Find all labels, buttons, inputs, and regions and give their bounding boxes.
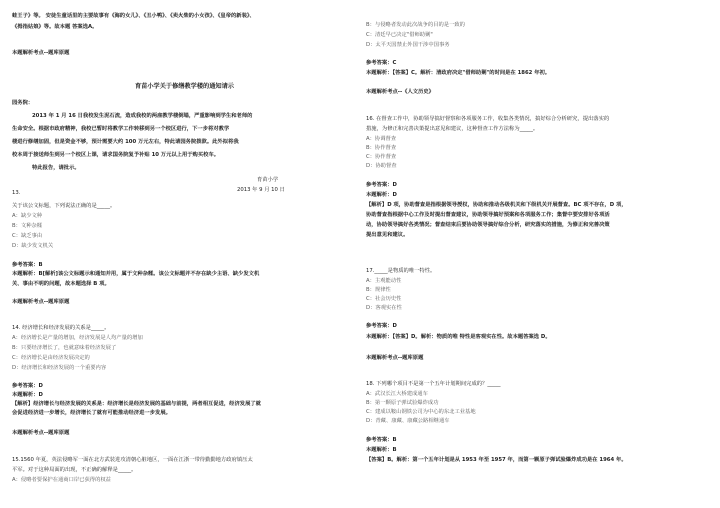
explanation-line: 会促进经济进一步增长，经济增长了就有可能推动经济进一步发展。 — [12, 410, 171, 416]
explanation-line: 动，协助领导搞好各类情况；督查结束后要协助领导搞好综合分析，研究落实的措施，为修正和完善决策 — [366, 222, 610, 228]
source-label: 本题解析考点--题库原题 — [12, 299, 70, 305]
option: A：经济增长是产量的增加，经济发展是人均产量的增加 — [12, 335, 143, 341]
option: C：协作督查 — [366, 154, 397, 160]
explanation-line: 关、事由不明的问题，故本题选择 B 项。 — [12, 281, 110, 287]
option: B：与侵略者发动此次战争的目的是一致的 — [366, 22, 465, 28]
source-label: 本题解析考点--题库原题 — [12, 430, 70, 436]
answer: 参考答案：D — [366, 182, 397, 188]
explanation-line: 本题解析：【答案】C。解析：清政府决定"借师助剿"的时间是在 1862 年初。 — [366, 70, 551, 76]
explanation-line: 本题解析：B — [366, 447, 397, 453]
option: C：经济增长是由经济发展决定的 — [12, 355, 90, 361]
answer: 参考答案：B — [366, 437, 397, 443]
question-16-line: 16. 在督查工作中，协助领导搞好督察和各项服务工作，收集各类情况，搞好综合分析研究，提出落实的 — [366, 116, 610, 122]
notice-body-line: 2013 年 1 月 16 日我校发生泥石流，造成我校的两座教学楼倒塌，严重影响到学生和老师的 — [32, 113, 253, 119]
option: C：清廷早已决定"借师助剿" — [366, 32, 433, 38]
question-13-number: 13. — [12, 190, 21, 196]
notice-date: 2013 年 9 月 10 日 — [237, 187, 285, 193]
notice-recipient: 园务院： — [12, 100, 34, 106]
option: D：经济增长和经济发展的一个重要内容 — [12, 365, 107, 371]
explanation-line: 本题解析：B[解析]该公文标题示和通知并用，属于文种杂糅。该公文标题并不存在缺少主语、缺少发文机 — [12, 271, 260, 277]
option: A：主观能动性 — [366, 278, 402, 284]
question-17-stem: 17._____是物质的唯一特性。 — [366, 268, 436, 274]
option: C：建成以鞍山钢铁公司为中心的东北工业基地 — [366, 409, 476, 415]
option: D：太平天国禁止外国干涉中国事务 — [366, 42, 450, 48]
explanation-line: 【答案】B。解析：第一个五年计划是从 1953 年至 1957 年，而第一颗原子弹试验爆炸成功是在 1964 年。 — [366, 457, 627, 463]
answer: 参考答案：B — [12, 262, 43, 268]
explanation-line: 提出意见和建议。 — [366, 232, 409, 238]
top-text-line-1: 蛙王子》等。 安徒生童话里的主要故事有《海的女儿》、《丑小鸭》、《卖火柴的小女孩》、《皇帝的新装》、 — [12, 13, 255, 19]
option: B：只要经济增长了，也就意味着经济发展了 — [12, 345, 117, 351]
option: D：青藏、康藏、康藏公路相继通车 — [366, 418, 450, 424]
question-16-line: 措施，为修正和完善决策提出意见和建议，这种督查工作方法称为_____。 — [366, 126, 539, 132]
question-14-stem: 14. 经济增长和经济发展的关系是_____。 — [12, 325, 110, 331]
option: C：社会历史性 — [366, 296, 402, 302]
option: A：侵略者要保护在通商口岸已获得的权益 — [12, 477, 111, 483]
answer: 参考答案：D — [12, 383, 43, 389]
explanation-line: 【解析】D 项，协助督查是指根据领导授权，协助和推动各级机关和下级机关开展督查。BC 项不存在，D 项， — [366, 202, 627, 208]
notice-signature: 育苗小学 — [257, 177, 279, 183]
notice-body-line: 生命安全。根据市政府精神，我校已暂时将教学工作转移到另一个校区进行，下一步将对教学 — [12, 126, 230, 132]
notice-body-line: 校本周于接送师生到另一个校区上课，请求国务院复予补贴 10 万元以上用于购买校车。 — [12, 152, 220, 158]
notice-body-line: 楼进行修缮加固，但是资金不够，预计需要大约 100 万元左右，特此请园务院拨款。此外拟将我 — [12, 139, 239, 145]
option: A：协调督查 — [366, 136, 397, 142]
option: B：文种杂糅 — [12, 223, 43, 229]
question-15-line: 平军。对于这种局面的出现，不正确的解释是_____。 — [12, 467, 137, 473]
notice-title: 育苗小学关于修缮教学楼的通知请示 — [135, 83, 234, 90]
notice-body-line: 特此报告，请批示。 — [32, 165, 80, 171]
question-15-line: 15.1560 年夏，英法侵略军一面在北方武装进攻清朝心脏地区，一面在江浙一带待勤勤地方政府镇压太 — [12, 457, 253, 463]
option: D：客观实在性 — [366, 305, 402, 311]
explanation-line: 协助督查指根据中心工作及时提出督查建议，协助领导搞好预案和各项服务工作；集督中要安排好各项活 — [366, 212, 610, 218]
option: A：缺少文种 — [12, 213, 43, 219]
source-label: 本题解析考点--《人文历史》 — [366, 89, 434, 95]
option: A：武汉长江大桥建成通车 — [366, 391, 428, 397]
option: B：第一颗原子弹试验爆炸成功 — [366, 400, 439, 406]
answer: 参考答案：D — [366, 323, 397, 329]
explanation-line: 【解析】经济增长与经济发展的关系是：经济增长是经济发展的基础与前提，两者相互促进，经济发展了就 — [12, 401, 261, 407]
option: C：缺乏事由 — [12, 233, 43, 239]
explanation-line: 本题解析：D — [12, 392, 43, 398]
option: B：规律性 — [366, 287, 391, 293]
option: B：协作督查 — [366, 145, 397, 151]
question-13-stem: 关于该公文标题，下列说法正确的是_____。 — [12, 203, 116, 209]
source-label: 本题解析考点--题库原题 — [12, 50, 70, 56]
source-label: 本题解析考点--题库原题 — [366, 355, 424, 361]
option: D：缺少发文机关 — [12, 243, 54, 249]
explanation-line: 本题解析：D — [366, 192, 397, 198]
top-text-line-2: 《拇指姑娘》等。故本题 答案选A。 — [12, 24, 98, 30]
answer: 参考答案：C — [366, 60, 397, 66]
question-18-stem: 18. 下列哪个项目不是第一个五年计划期间完成的？_____ — [366, 381, 501, 387]
option: D：协助督查 — [366, 163, 397, 169]
explanation-line: 本题解析：【答案】D。解析：物质的唯 特性是客观实在性。故本题答案选 D。 — [366, 334, 551, 340]
